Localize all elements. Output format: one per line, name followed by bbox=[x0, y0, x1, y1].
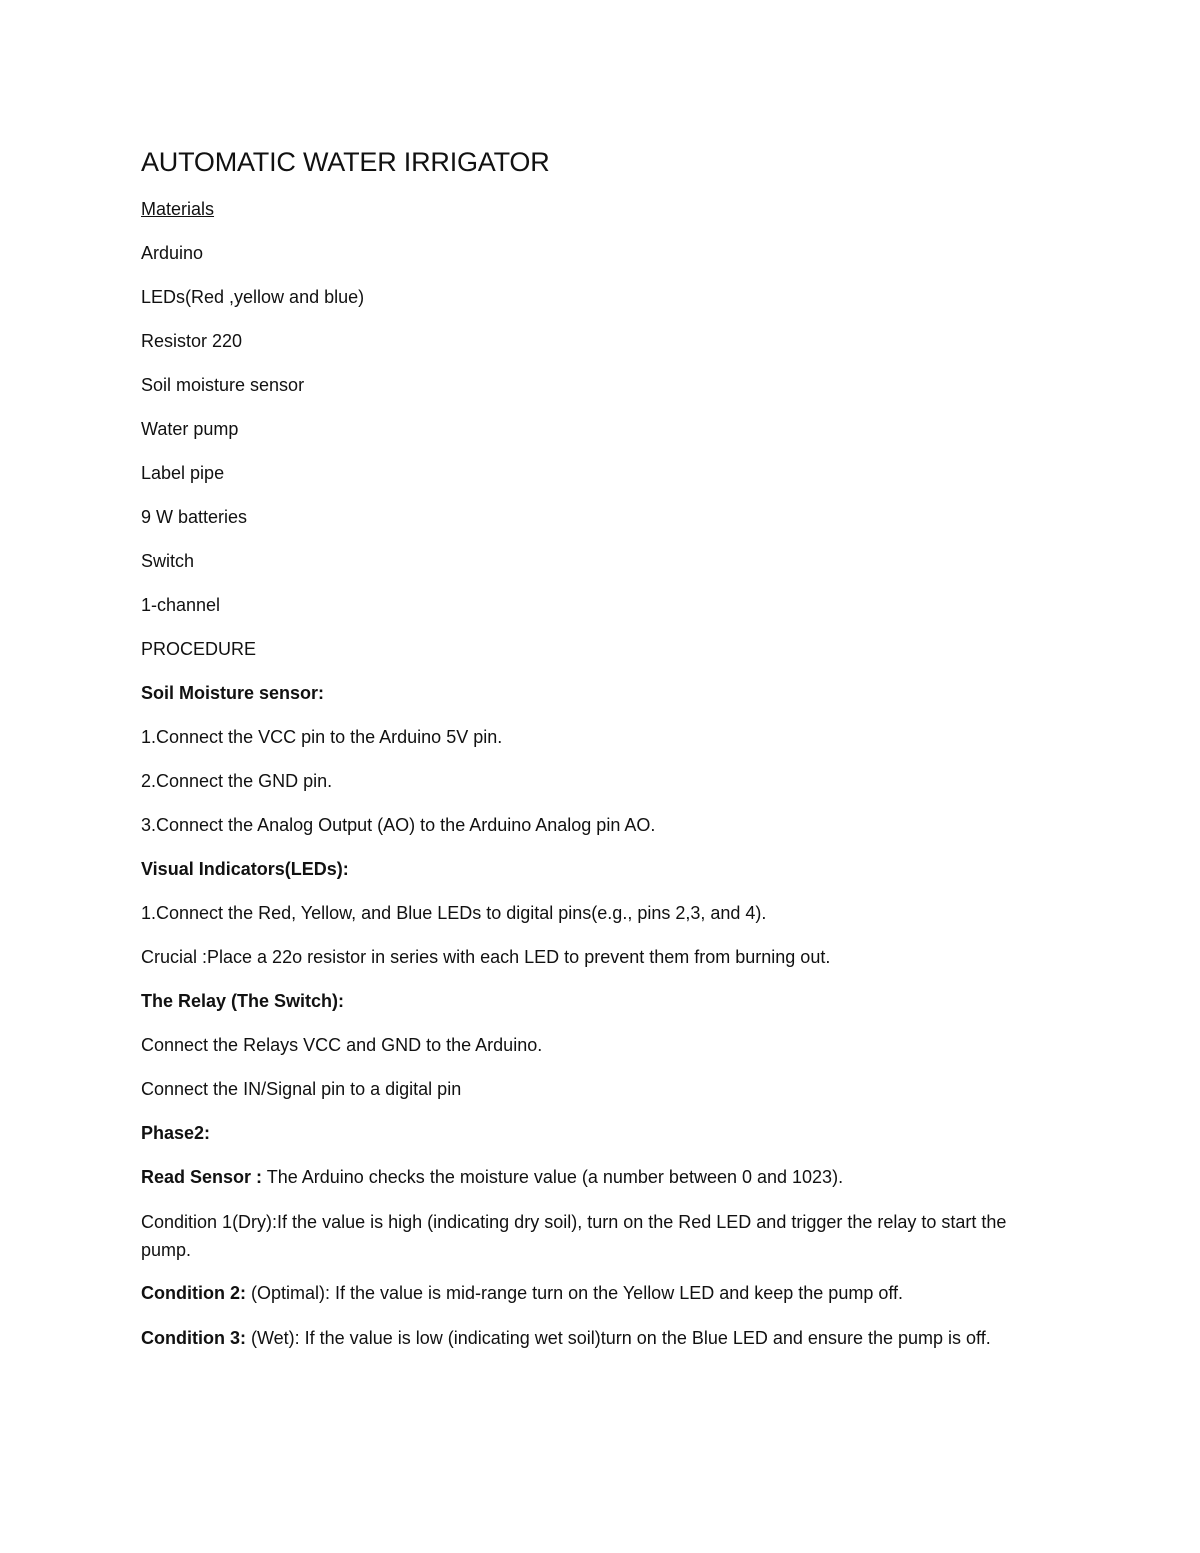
relay-heading: The Relay (The Switch): bbox=[141, 991, 345, 1011]
materials-heading: Materials bbox=[141, 199, 215, 219]
soil-step: 1.Connect the VCC pin to the Arduino 5V pin. bbox=[141, 727, 503, 747]
material-item: 9 W batteries bbox=[141, 507, 248, 527]
condition-3-label: Condition 3: bbox=[141, 1328, 246, 1348]
procedure-heading: PROCEDURE bbox=[141, 639, 257, 659]
visual-step: 1.Connect the Red, Yellow, and Blue LEDs to digital pins(e.g., pins 2,3, and 4). bbox=[141, 903, 767, 923]
material-item: Label pipe bbox=[141, 463, 225, 483]
condition-1-paragraph: Condition 1(Dry):If the value is high (indicating dry soil), turn on the Red LED and trigger the relay to start the pump. bbox=[141, 1212, 1007, 1260]
material-item: Arduino bbox=[141, 243, 204, 263]
read-sensor-text: The Arduino checks the moisture value (a number between 0 and 1023). bbox=[262, 1167, 844, 1187]
material-item: LEDs(Red ,yellow and blue) bbox=[141, 287, 365, 307]
condition-3-paragraph bbox=[141, 1324, 1061, 1352]
condition-2-label: Condition 2: bbox=[141, 1283, 246, 1303]
soil-step: 3.Connect the Analog Output (AO) to the Arduino Analog pin AO. bbox=[141, 815, 656, 835]
document-body bbox=[141, 142, 1061, 1368]
condition-2-paragraph bbox=[141, 1280, 1061, 1306]
material-item: Resistor 220 bbox=[141, 331, 243, 351]
soil-sensor-heading: Soil Moisture sensor: bbox=[141, 683, 325, 703]
material-item: Switch bbox=[141, 551, 195, 571]
material-item: 1-channel bbox=[141, 595, 221, 615]
condition-3-text: (Wet): If the value is low (indicating wet soil)turn on the Blue LED and ensure the pump is off. bbox=[245, 1328, 991, 1348]
read-sensor-paragraph bbox=[141, 1164, 1061, 1190]
soil-step: 2.Connect the GND pin. bbox=[141, 771, 333, 791]
read-sensor-label: Read Sensor : bbox=[141, 1167, 263, 1187]
material-item: Soil moisture sensor bbox=[141, 375, 305, 395]
relay-step: Connect the Relays VCC and GND to the Arduino. bbox=[141, 1035, 543, 1055]
visual-indicators-heading: Visual Indicators(LEDs): bbox=[141, 859, 349, 879]
condition-2-text: (Optimal): If the value is mid-range turn on the Yellow LED and keep the pump off. bbox=[245, 1283, 904, 1303]
document-title: AUTOMATIC WATER IRRIGATOR bbox=[141, 147, 550, 177]
crucial-note: Crucial :Place a 22o resistor in series with each LED to prevent them from burning out. bbox=[141, 947, 831, 967]
material-item: Water pump bbox=[141, 419, 239, 439]
relay-step: Connect the IN/Signal pin to a digital pin bbox=[141, 1079, 462, 1099]
phase2-heading: Phase2: bbox=[141, 1123, 211, 1143]
